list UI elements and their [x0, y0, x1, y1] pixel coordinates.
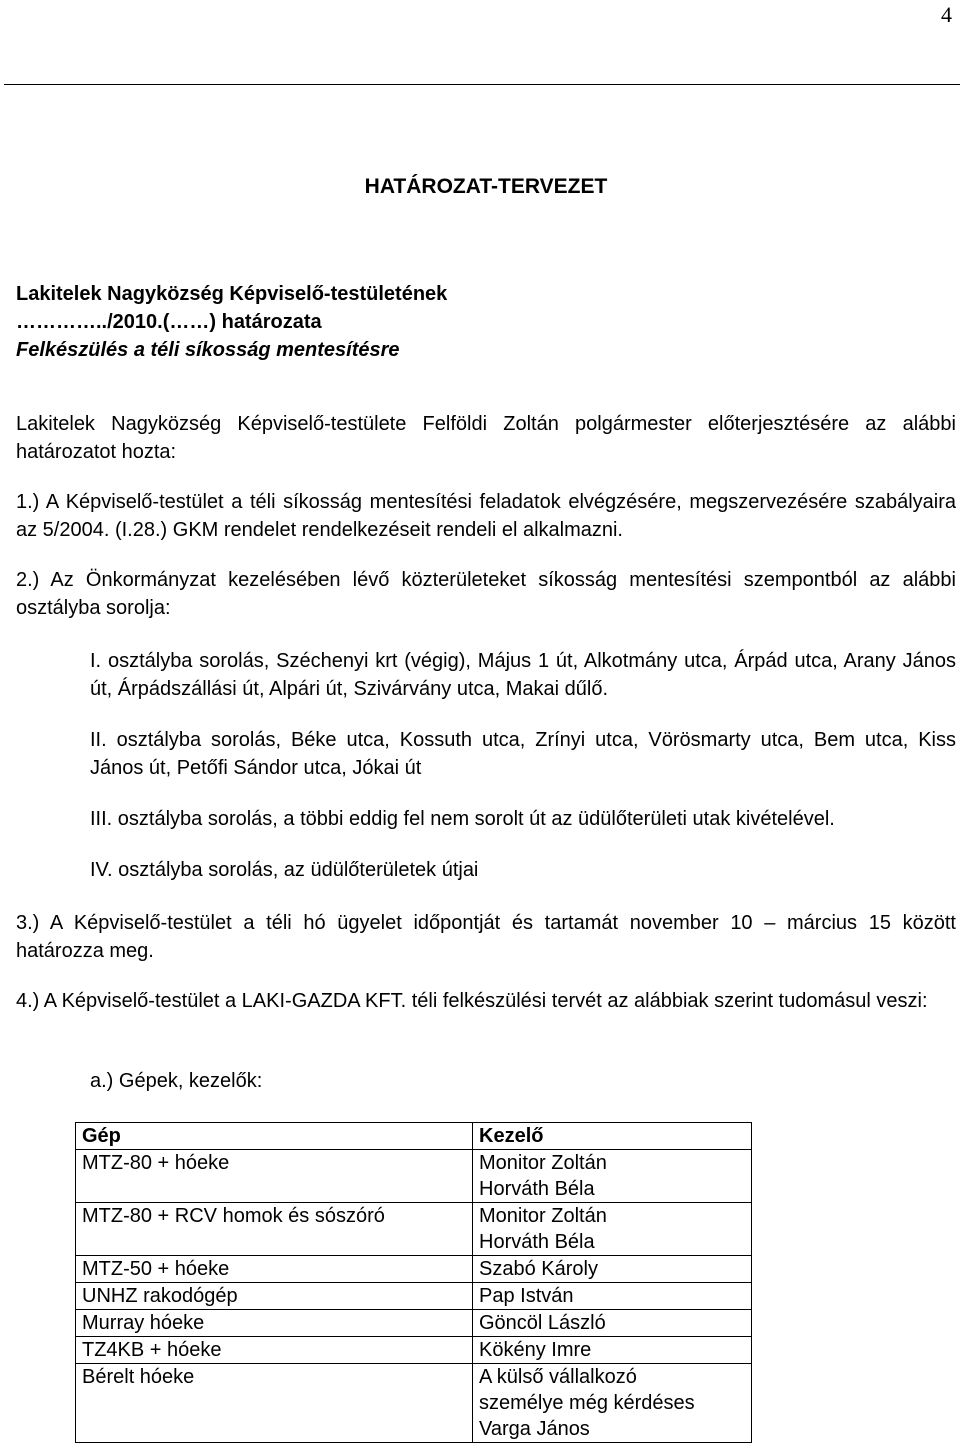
document-title: HATÁROZAT-TERVEZET: [364, 175, 608, 198]
table-row: [76, 1364, 752, 1443]
machine-cell: Murray hóeke: [76, 1310, 473, 1337]
operator-cell: Kökény Imre: [473, 1337, 752, 1364]
heading-subject: Felkészülés a téli síkosság mentesítésre: [16, 339, 400, 361]
heading-number: …………../2010.(……) határozata: [16, 311, 322, 333]
column-header-operator: Kezelő: [473, 1123, 752, 1150]
paragraph-3: 3.) A Képviselő-testület a téli hó ügyelet időpontját és tartamát november 10 – március 15 között határozza meg.: [16, 912, 956, 962]
paragraph-1: 1.) A Képviselő-testület a téli síkosság mentesítési feladatok elvégzésére, megszervezésére szabályaira az 5/2004. (I.28.) GKM rendelet rendelkezéseit rendeli el alkalmazni.: [16, 491, 956, 541]
operator-cell: Monitor Zoltán Horváth Béla: [473, 1150, 752, 1203]
table-row: [76, 1310, 752, 1337]
resolution-heading: [16, 280, 956, 364]
subsection-a: a.) Gépek, kezelők:: [90, 1070, 263, 1092]
operator-cell: A külső vállalkozó személye még kérdéses Varga János: [473, 1364, 752, 1443]
machine-cell: UNHZ rakodógép: [76, 1283, 473, 1310]
page-number: 4: [941, 2, 952, 27]
table-row: [76, 1203, 752, 1256]
machine-cell: MTZ-80 + hóeke: [76, 1150, 473, 1203]
machine-cell: MTZ-50 + hóeke: [76, 1256, 473, 1283]
operator-cell: Monitor Zoltán Horváth Béla: [473, 1203, 752, 1256]
class-1-list: I. osztályba sorolás, Széchenyi krt (végig), Május 1 út, Alkotmány utca, Árpád utca, Arany János út, Árpádszállási út, Alpári út, Szivárvány utca, Makai dűlő.: [90, 650, 956, 700]
paragraph-4: 4.) A Képviselő-testület a LAKI-GAZDA KFT. téli felkészülési tervét az alábbiak szerint tudomásul veszi:: [16, 990, 928, 1012]
class-2-list: II. osztályba sorolás, Béke utca, Kossuth utca, Zrínyi utca, Vörösmarty utca, Bem utca, Kiss János út, Petőfi Sándor utca, Jókai út: [90, 729, 956, 779]
machines-table: [75, 1122, 752, 1443]
operator-cell: Göncöl László: [473, 1310, 752, 1337]
table-row: [76, 1337, 752, 1364]
header-rule: [4, 84, 960, 85]
machine-cell: MTZ-80 + RCV homok és sószóró: [76, 1203, 473, 1256]
operator-cell: Pap István: [473, 1283, 752, 1310]
heading-council: Lakitelek Nagyközség Képviselő-testületének: [16, 283, 448, 305]
class-4-list: IV. osztályba sorolás, az üdülőterületek útjai: [90, 859, 479, 881]
paragraph-2: 2.) Az Önkormányzat kezelésében lévő közterületeket síkosság mentesítési szempontból az alábbi osztályba sorolja:: [16, 569, 956, 619]
column-header-machine: Gép: [76, 1123, 473, 1150]
table-header-row: [76, 1123, 752, 1150]
operator-cell: Szabó Károly: [473, 1256, 752, 1283]
intro-paragraph: Lakitelek Nagyközség Képviselő-testülete Felföldi Zoltán polgármester előterjesztésére az alábbi határozatot hozta:: [16, 413, 956, 463]
class-3-list: III. osztályba sorolás, a többi eddig fel nem sorolt út az üdülőterületi utak kivételével.: [90, 808, 835, 830]
table-row: [76, 1150, 752, 1203]
table-row: [76, 1256, 752, 1283]
table-row: [76, 1283, 752, 1310]
machine-cell: TZ4KB + hóeke: [76, 1337, 473, 1364]
machine-cell: Bérelt hóeke: [76, 1364, 473, 1443]
